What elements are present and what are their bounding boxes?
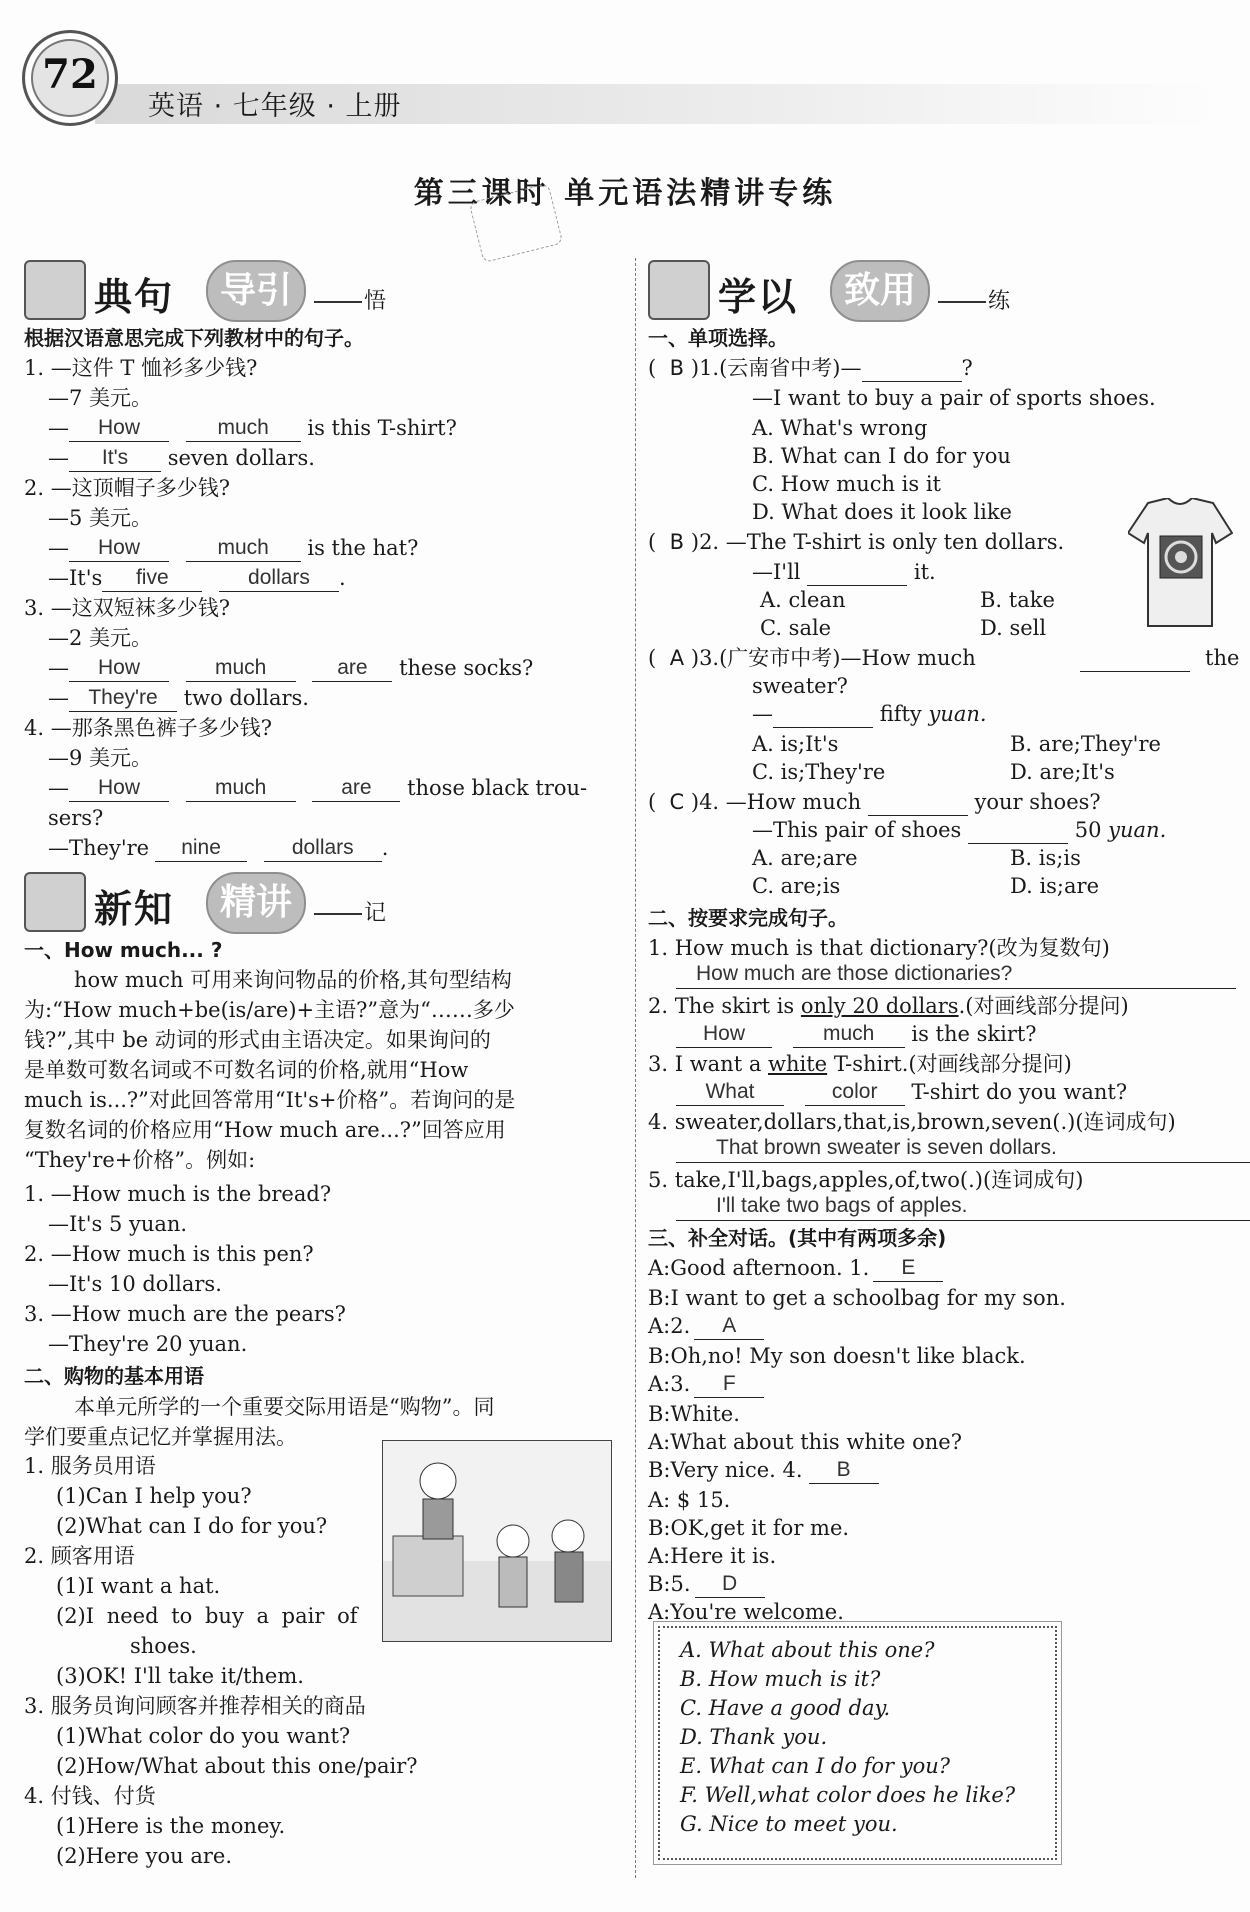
answer-blank: How [676, 1021, 772, 1048]
answer-blank: How [69, 655, 169, 682]
q2-line4: —It's five dollars . [48, 566, 346, 590]
banner-tail: 悟 [364, 289, 387, 314]
dialog-line: B:Very nice. 4. B [648, 1456, 879, 1484]
mc-option: C. sale [760, 616, 832, 640]
dialog-line: A:3. F [648, 1370, 764, 1398]
book-icon [24, 260, 86, 320]
q4-cn-answer: —9 美元。 [48, 746, 153, 770]
answer-blank: How [69, 415, 169, 442]
answer-blank: dollars [219, 565, 339, 592]
list-item: (1)Here is the money. [56, 1814, 286, 1838]
answer-blank: color [805, 1079, 905, 1106]
mc-option: D. is;are [1010, 874, 1099, 898]
book-title: 英语 · 七年级 · 上册 [148, 91, 402, 122]
section-title-how-much: 一、How much... ? [24, 938, 223, 962]
s2-q1: 1. How much is that dictionary?(改为复数句) [648, 936, 1110, 960]
shopping-intro: 本单元所学的一个重要交际用语是“购物”。同 学们要重点记忆并掌握用法。 [24, 1395, 495, 1449]
mc3-blank [1080, 644, 1190, 672]
mc4-line2: —This pair of shoes 50 yuan. [752, 818, 1167, 842]
dialog-option: B. How much is it? [680, 1667, 881, 1691]
dialog-option: G. Nice to meet you. [680, 1812, 898, 1836]
banner-tail: 练 [988, 289, 1011, 314]
dialog-line: A:2. A [648, 1312, 764, 1340]
banner-pill: 致用 [830, 260, 930, 322]
mc-option: C. How much is it [752, 472, 941, 496]
answer-blank: D [695, 1571, 765, 1598]
banner-main: 典句 [94, 275, 175, 319]
section-banner-practice [648, 258, 1028, 322]
section-banner-example-sentences [24, 258, 404, 322]
mc-option: B. take [980, 588, 1055, 612]
answer-blank: It's [69, 445, 161, 472]
tree-icon [24, 872, 86, 932]
q4-line4: sers? [48, 806, 104, 830]
s2-a3: What color T-shirt do you want? [676, 1078, 1127, 1106]
how-much-explanation: how much 可用来询问物品的价格,其句型结构 为:“How much+be(is/are)+主语?”意为“……多少 钱?”,其中 be 动词的形式由主语决定。如果询问的 是单数可数名词或不可数名词的价格,就用“How much is...?”对此回答常用“It's+价格”。若询问的是 复数名词的价格应用“How much are...?”回答应用 “They're+价格”。例如: [24, 968, 516, 1172]
dialog-option: C. Have a good day. [680, 1696, 891, 1720]
column-divider [635, 258, 636, 1878]
mc-option: D. sell [980, 616, 1047, 640]
answer-blank: A [694, 1313, 764, 1340]
s2-q3: 3. I want a white T-shirt.(对画线部分提问) [648, 1052, 1072, 1076]
mc1-stem: ( B )1.(云南省中考)— ? [648, 356, 973, 380]
mc3-stem: ( A )3.(广安市中考)—How much [648, 646, 976, 670]
s2-q4: 4. sweater,dollars,that,is,brown,seven(.)(连词成句) [648, 1110, 1176, 1134]
q1-line3: — How much is this T-shirt? [48, 416, 457, 440]
mc3-line3: — fifty yuan. [752, 702, 987, 726]
dialog-line: B:OK,get it for me. [648, 1516, 850, 1540]
answer-blank: What [676, 1079, 784, 1106]
answer-blank: much [186, 775, 296, 802]
answer-blank: How [69, 535, 169, 562]
q2-cn-answer: —5 美元。 [48, 506, 153, 530]
mc-option: A. clean [760, 588, 846, 612]
dialog-option: D. Thank you. [680, 1725, 828, 1749]
answer-line: How much are those dictionaries? [676, 960, 1236, 989]
banner-pill: 导引 [206, 260, 306, 322]
answer-blank: B [809, 1457, 879, 1484]
mc3-line2: sweater? [752, 674, 848, 698]
list-item: 3. 服务员询问顾客并推荐相关的商品 [24, 1694, 366, 1718]
q3-line3: — How much are these socks? [48, 656, 534, 680]
q3-prompt: 3. —这双短袜多少钱? [24, 596, 230, 620]
example-line: 2. —How much is this pen? [24, 1242, 314, 1266]
q4-prompt: 4. —那条黑色裤子多少钱? [24, 716, 272, 740]
mc-option: D. What does it look like [752, 500, 1012, 524]
list-item: (2)What can I do for you? [56, 1514, 328, 1538]
answer-blank: five [102, 565, 202, 592]
example-line: —It's 10 dollars. [48, 1272, 222, 1296]
pencil-icon [648, 260, 710, 320]
banner-main: 新知 [94, 887, 175, 931]
q1-prompt: 1. —这件 T 恤衫多少钱? [24, 356, 258, 380]
list-item: (1)What color do you want? [56, 1724, 351, 1748]
answer-blank: are [312, 775, 400, 802]
q1-cn-answer: —7 美元。 [48, 386, 153, 410]
answer-blank: nine [155, 835, 247, 862]
banner-pill: 精讲 [206, 872, 306, 934]
mc-option: C. is;They're [752, 760, 886, 784]
example-line: 1. —How much is the bread? [24, 1182, 332, 1206]
lesson-title: 第三课时 单元语法精讲专练 [413, 176, 837, 211]
section-title-shopping: 二、购物的基本用语 [24, 1364, 204, 1388]
list-item: (3)OK! I'll take it/them. [56, 1664, 304, 1688]
list-item: 1. 服务员用语 [24, 1454, 156, 1478]
dialog-line: A:Here it is. [648, 1544, 777, 1568]
dialog-line: A:You're welcome. [648, 1600, 844, 1624]
mc-option: B. is;is [1010, 846, 1081, 870]
q3-cn-answer: —2 美元。 [48, 626, 153, 650]
q4-line5: —They're nine dollars . [48, 836, 389, 860]
dialog-option: F. Well,what color does he like? [680, 1783, 1016, 1807]
q1-line4: — It's seven dollars. [48, 446, 315, 470]
answer-blank: much [186, 415, 301, 442]
list-item: (2)I need to buy a pair of [56, 1604, 358, 1628]
list-item: (2)How/What about this one/pair? [56, 1754, 418, 1778]
mc-option: D. are;It's [1010, 760, 1115, 784]
section-title-mc: 一、单项选择。 [648, 326, 788, 350]
list-item: (1)Can I help you? [56, 1484, 252, 1508]
instruction: 根据汉语意思完成下列教材中的句子。 [24, 326, 364, 350]
dialog-line: B:Oh,no! My son doesn't like black. [648, 1344, 1026, 1368]
answer-blank: F [694, 1371, 764, 1398]
example-line: 3. —How much are the pears? [24, 1302, 346, 1326]
q2-prompt: 2. —这顶帽子多少钱? [24, 476, 230, 500]
answer-line: I'll take two bags of apples. [676, 1192, 1250, 1221]
mc1-line2: —I want to buy a pair of sports shoes. [752, 386, 1156, 410]
mc-option: A. What's wrong [752, 416, 928, 440]
s2-q5: 5. take,I'll,bags,apples,of,two(.)(连词成句) [648, 1168, 1084, 1192]
mc-option: A. is;It's [752, 732, 839, 756]
section-title-complete: 二、按要求完成句子。 [648, 906, 848, 930]
section-title-dialog: 三、补全对话。(其中有两项多余) [648, 1226, 947, 1250]
answer-line: That brown sweater is seven dollars. [676, 1134, 1250, 1163]
mc-option: B. are;They're [1010, 732, 1161, 756]
example-line: —They're 20 yuan. [48, 1332, 248, 1356]
banner-main: 学以 [718, 275, 799, 319]
page-number-badge [22, 30, 118, 126]
q2-line3: — How much is the hat? [48, 536, 419, 560]
answer-blank: much [186, 535, 301, 562]
answer-blank: They're [69, 685, 177, 712]
q3-line4: — They're two dollars. [48, 686, 309, 710]
s2-q2: 2. The skirt is only 20 dollars.(对画线部分提问) [648, 994, 1129, 1018]
s2-a2: How much is the skirt? [676, 1020, 1037, 1048]
answer-blank: E [873, 1255, 943, 1282]
mc2-line2: —I'll it. [752, 560, 936, 584]
list-item: 4. 付钱、付货 [24, 1784, 156, 1808]
dialog-line: B:I want to get a schoolbag for my son. [648, 1286, 1066, 1310]
list-item: shoes. [130, 1634, 197, 1658]
banner-tail: 记 [364, 901, 387, 926]
answer-blank: How [69, 775, 169, 802]
mc-option: A. are;are [752, 846, 858, 870]
section-banner-new-knowledge [24, 870, 404, 934]
dialog-options-box [658, 1626, 1057, 1860]
answer-blank: much [186, 655, 296, 682]
shop-illustration [382, 1440, 612, 1642]
list-item: (2)Here you are. [56, 1844, 232, 1868]
answer-blank: dollars [264, 835, 382, 862]
dialog-option: E. What can I do for you? [680, 1754, 951, 1778]
dialog-line: A:Good afternoon. 1. E [648, 1254, 943, 1282]
page-number: 72 [42, 51, 98, 98]
mc4-stem: ( C )4. —How much your shoes? [648, 790, 1101, 814]
answer-blank: are [312, 655, 392, 682]
dialog-line: B:5. D [648, 1570, 765, 1598]
tshirt-illustration [1128, 498, 1233, 628]
dialog-line: A:What about this white one? [648, 1430, 962, 1454]
q4-line3: — How much are those black trou- [48, 776, 588, 800]
answer-blank: much [793, 1021, 905, 1048]
mc-option: B. What can I do for you [752, 444, 1011, 468]
dialog-line: B:White. [648, 1402, 740, 1426]
dialog-option: A. What about this one? [680, 1638, 935, 1662]
example-line: —It's 5 yuan. [48, 1212, 188, 1236]
list-item: (1)I want a hat. [56, 1574, 221, 1598]
mc3-stem-tail: the [1205, 646, 1240, 670]
list-item: 2. 顾客用语 [24, 1544, 135, 1568]
mc2-stem: ( B )2. —The T-shirt is only ten dollars. [648, 530, 1065, 554]
mc-option: C. are;is [752, 874, 841, 898]
dialog-line: A: $ 15. [648, 1488, 731, 1512]
